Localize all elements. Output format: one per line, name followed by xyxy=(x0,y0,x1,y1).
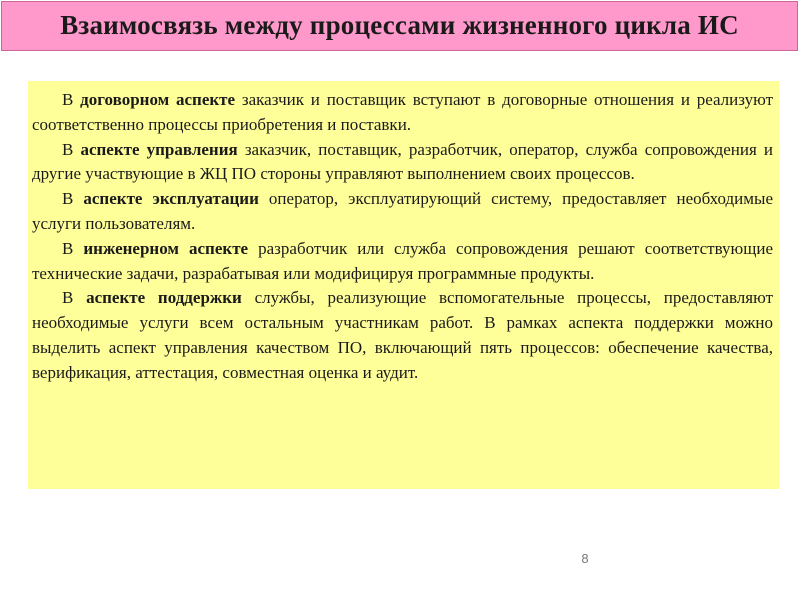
paragraph-term: аспекте эксплуатации xyxy=(83,189,259,209)
paragraph-prefix: В xyxy=(62,238,84,258)
paragraph-text: заказчик, поставщик, разработчик, оператор, служба сопровождения и другие участвующие в ЖЦ ПО стороны управляют выполнением своих процессов. xyxy=(32,139,773,184)
paragraph-contract-aspect xyxy=(32,88,773,138)
paragraph-text: заказчик и поставщик вступают в договорные отношения и реализуют соответственно процессы приобретения и поставки. xyxy=(32,90,774,134)
paragraph-term: договорном аспекте xyxy=(80,90,236,109)
paragraph-term: аспекте поддержки xyxy=(86,288,242,308)
paragraph-prefix: В xyxy=(62,139,81,159)
paragraph-text: оператор, эксплуатирующий систему, предоставляет необходимые услуги пользователям. xyxy=(32,189,773,233)
page-number: 8 xyxy=(581,551,589,566)
paragraph-text: службы, реализующие вспомогательные процессы, предоставляют необходимые услуги всем остальным участникам работ. В рамках аспекта поддержки можно выделить аспект управления качеством ПО, включающий пять процессов: обеспечение качества, верификация, аттестация, совместная оценка и аудит. xyxy=(32,288,774,382)
paragraph-prefix: В xyxy=(62,189,84,209)
paragraph-prefix: В xyxy=(62,90,81,109)
title-bar xyxy=(1,1,798,51)
paragraph-operation-aspect xyxy=(32,187,773,237)
slide-title: Взаимосвязь между процессами жизненного цикла ИС xyxy=(60,10,739,40)
paragraph-management-aspect xyxy=(32,138,773,188)
paragraph-text: разработчик или служба сопровождения решают соответствующие технические задачи, разрабатывая или модифицируя программные продукты. xyxy=(32,238,773,283)
paragraph-term: аспекте управления xyxy=(80,139,238,159)
content-box xyxy=(28,81,779,489)
paragraph-support-aspect xyxy=(32,286,773,385)
paragraph-engineering-aspect xyxy=(32,237,773,287)
paragraph-term: инженерном аспекте xyxy=(83,238,249,258)
paragraph-prefix: В xyxy=(62,288,87,308)
